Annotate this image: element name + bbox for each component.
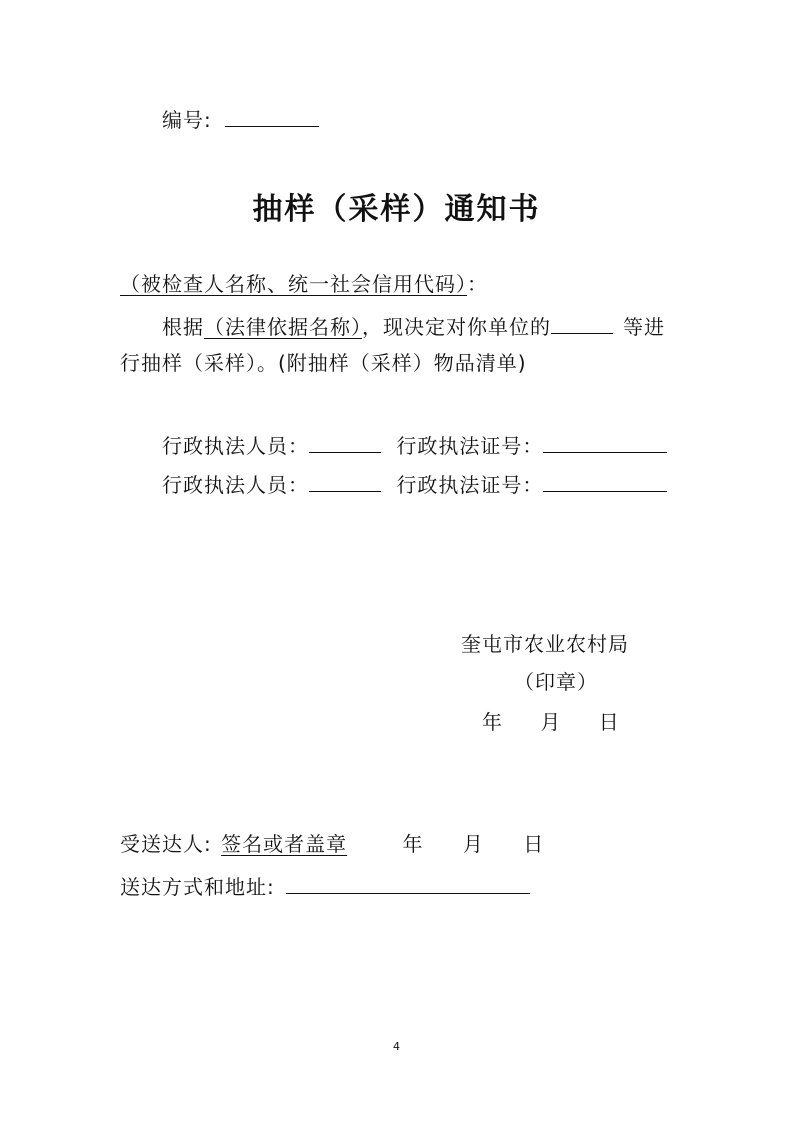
delivery-label: 送达方式和地址: bbox=[120, 875, 275, 899]
delivery-address-field[interactable] bbox=[286, 873, 530, 894]
page-number: 4 bbox=[393, 1040, 400, 1053]
officer-name-field[interactable] bbox=[309, 432, 381, 453]
officer-name-field[interactable] bbox=[309, 471, 381, 492]
recipient-label: 受送达人: bbox=[120, 832, 212, 856]
body-prefix: 根据 bbox=[162, 315, 204, 339]
body-suffix: 等进 bbox=[623, 315, 665, 339]
body-line-1 bbox=[162, 313, 665, 340]
legal-basis-placeholder[interactable]: （法律依据名称） bbox=[204, 315, 362, 339]
recipient-year: 年 bbox=[402, 832, 424, 856]
recipient-row bbox=[120, 831, 544, 857]
date-day: 日 bbox=[598, 710, 620, 734]
cert-label: 行政执法证号： bbox=[396, 473, 544, 497]
recipient-month: 月 bbox=[462, 832, 484, 856]
body-line-2: 行抽样（采样）。(附抽样（采样）物品清单) bbox=[120, 351, 527, 375]
date-year: 年 bbox=[482, 710, 503, 734]
number-field[interactable] bbox=[225, 106, 319, 127]
recipient-signature-placeholder[interactable]: 签名或者盖章 bbox=[221, 832, 348, 856]
addressee-colon: ： bbox=[467, 272, 488, 296]
officer-label: 行政执法人员： bbox=[162, 473, 309, 497]
cert-number-field[interactable] bbox=[543, 432, 667, 453]
officer-row-1 bbox=[162, 432, 667, 459]
addressee-placeholder[interactable]: （被检查人名称、统一社会信用代码） bbox=[120, 272, 467, 296]
number-label: 编号: bbox=[162, 108, 212, 132]
addressee-row bbox=[120, 271, 488, 297]
officer-row-2 bbox=[162, 471, 667, 498]
delivery-row bbox=[120, 873, 530, 900]
body-middle: ，现决定对你单位的 bbox=[362, 315, 551, 339]
authority-name: 奎屯市农业农村局 bbox=[461, 632, 629, 656]
officer-label: 行政执法人员： bbox=[162, 434, 309, 458]
sample-item-field[interactable] bbox=[551, 313, 613, 334]
recipient-day: 日 bbox=[523, 832, 545, 856]
document-title: 抽样（采样）通知书 bbox=[252, 192, 541, 227]
date-month: 月 bbox=[540, 710, 562, 734]
cert-number-field[interactable] bbox=[543, 471, 667, 492]
number-row bbox=[162, 106, 319, 133]
authority-seal: （印章） bbox=[514, 670, 598, 694]
authority-date bbox=[482, 709, 620, 735]
cert-label: 行政执法证号： bbox=[396, 434, 544, 458]
